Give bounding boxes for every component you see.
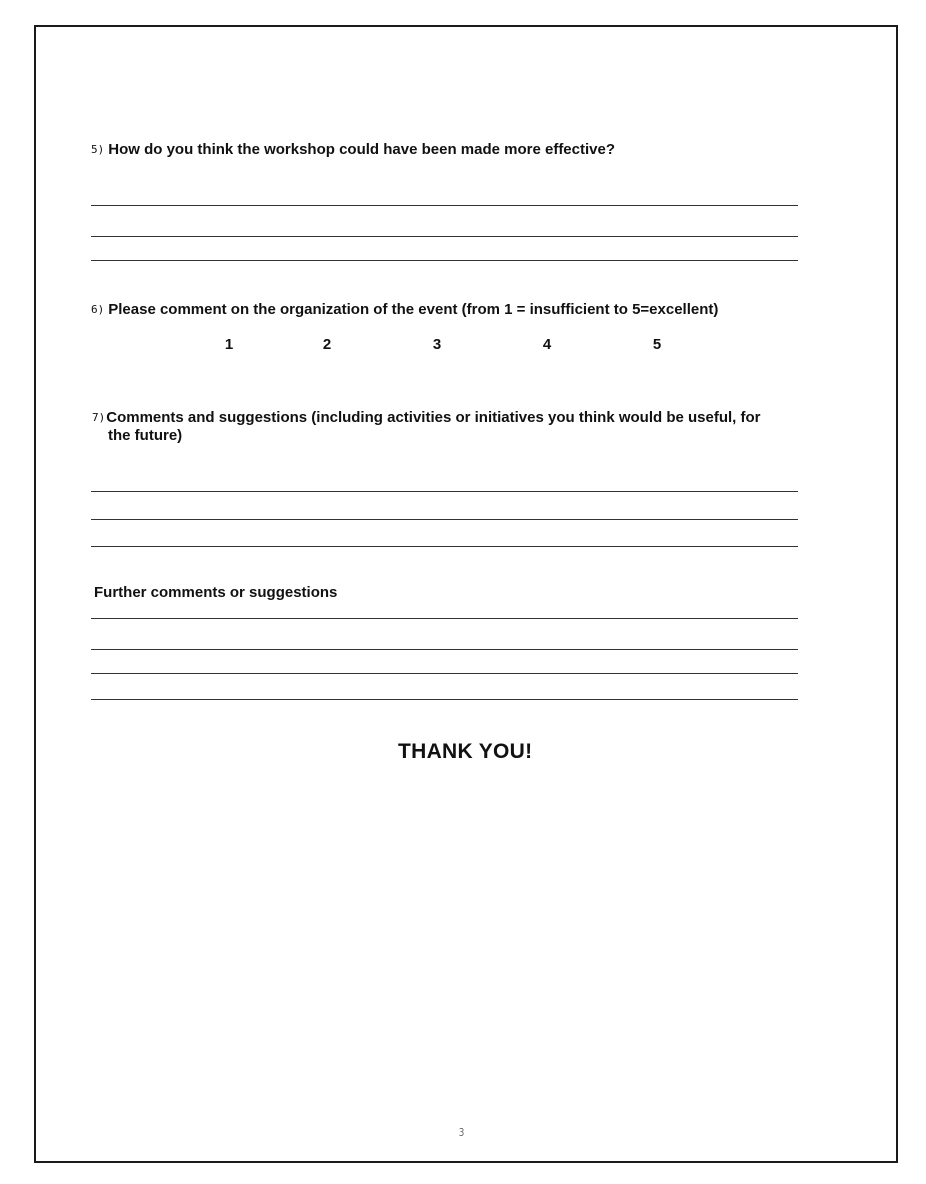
further-answer-line-2[interactable] [91, 649, 798, 650]
rating-option-5[interactable]: 5 [652, 336, 662, 353]
further-answer-line-1[interactable] [91, 618, 798, 619]
further-answer-line-3[interactable] [91, 673, 798, 674]
rating-option-4[interactable]: 4 [542, 336, 552, 353]
further-comments-label: Further comments or suggestions [94, 584, 338, 601]
q7-answer-line-2[interactable] [91, 519, 798, 520]
question-6 [91, 301, 718, 319]
q5-answer-line-3[interactable] [91, 260, 798, 261]
thank-you-heading: THANK YOU! [398, 740, 533, 763]
question-7-number: 7) [92, 411, 106, 424]
question-6-number: 6) [91, 303, 105, 316]
q7-answer-line-3[interactable] [91, 546, 798, 547]
question-7-text-line2: the future) [108, 427, 183, 444]
q5-answer-line-2[interactable] [91, 236, 798, 237]
question-6-text: Please comment on the organization of the event (from 1 = insufficient to 5=excellent) [108, 301, 719, 318]
question-5-number: 5) [91, 143, 105, 156]
q7-answer-line-1[interactable] [91, 491, 798, 492]
further-answer-line-4[interactable] [91, 699, 798, 700]
rating-option-1[interactable]: 1 [224, 336, 234, 353]
q5-answer-line-1[interactable] [91, 205, 798, 206]
question-5 [91, 141, 615, 159]
page-number: 3 [458, 1126, 465, 1139]
question-7 [92, 409, 761, 427]
question-7-text-line1: Comments and suggestions (including activities or initiatives you think would be useful, for [106, 409, 761, 426]
question-5-text: How do you think the workshop could have been made more effective? [108, 141, 616, 158]
rating-option-3[interactable]: 3 [432, 336, 442, 353]
rating-option-2[interactable]: 2 [322, 336, 332, 353]
